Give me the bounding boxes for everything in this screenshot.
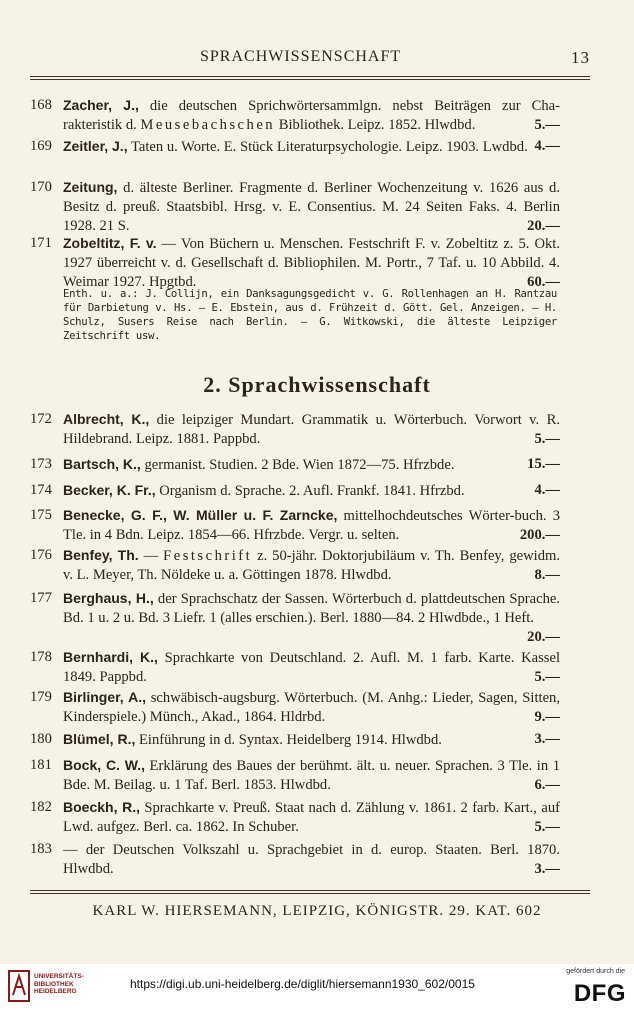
entry-price: 5.— [534,431,560,447]
entry-description: Einführung in d. Syntax. Heidelberg 1914. Hlwdbd. [135,732,442,748]
entry-price: 15.— [527,456,560,472]
dfg-logo: DFG [573,980,626,1007]
entry-text [63,455,560,475]
entry-number: 173 [30,456,52,472]
entry-text [63,506,560,545]
entry-description: mittelhochdeutsches Wörter-buch. 3 Tle. in 4 Bdn. Leipz. 1854—66. Hfrzbde. Vergr. u. selten. [63,508,560,543]
entry-text [63,96,560,135]
entry-description: Organism d. Sprache. 2. Aufl. Frankf. 1841. Hfrzbd. [155,483,465,499]
entry-author: Bock, C. W., [63,757,145,773]
entry-description: die deutschen Sprichwörtersammlgn. nebst Beiträgen zur Cha-rakteristik d. [63,98,561,133]
university-library-logo-icon [8,970,30,1002]
contents-note: Enth. u. a.: J. Collijn, ein Danksagungsgedicht v. G. Rollenhagen an H. Rantzau für Darbietung v. Hs. — E. Ebstein, aus d. Frühzeit d. Gött. Gel. Anzeigen. — H. Schulz, Susers Reise nach Berlin. — G. Witkowski, die älteste Leipziger Zeitschrift usw. [63,288,557,342]
entry-description: — der Deutschen Volkszahl u. Sprachgebiet in d. europ. Staaten. Berl. 1870. Hlwdbd. [63,842,560,877]
entry-author: Bartsch, K., [63,456,141,472]
entry-price: 8.— [534,567,560,583]
entry-text [63,688,560,727]
entry-price: 4.— [534,138,560,154]
entry-description: germanist. Studien. 2 Bde. Wien 1872—75. Hfrzbde. [140,457,455,473]
entry-author: Berghaus, H., [63,590,154,606]
entry-author: Zeitung, [63,179,118,195]
entry-number: 179 [30,689,52,705]
entry-price: 20.— [527,629,560,645]
library-logo-text [34,973,84,996]
entry-description: Erklärung des Baues der berühmt. ält. u. neuer. Sprachen. 3 Tle. in 1 Bde. M. Beilag. u. 1 Taf. Berl. 1853. Hlwdbd. [63,758,560,793]
entry-description: d. älteste Berliner. Fragmente d. Berliner Wochenzeitung v. 1626 aus d. Besitz d. preuß. Staatsbibl. Hrsg. v. E. Consentius. M. 24 Seiten Faks. 4. Berlin 1928. 21 S. [63,180,560,234]
entry-description: Sprachkarte v. Preuß. Staat nach d. Zählung v. 1861. 2 farb. Kart., auf Lwd. aufgez. Berl. ca. 1862. In Schuber. [63,800,560,835]
entry-text [63,410,560,449]
entry-author: Benecke, G. F., W. Müller u. F. Zarncke, [63,507,338,523]
entry-description: schwäbisch-augsburg. Wörterbuch. (M. Anhg.: Lieder, Sagen, Sitten, Kinderspiele.) Münch., Akad., 1864. Hldrbd. [63,690,560,725]
entry-description: — Von Büchern u. Menschen. Festschrift F. v. Zobeltitz z. 5. Okt. 1927 überreicht v. d. Gesellschaft d. Bibliophilen. M. Portr., 7 Taf. u. 10 Abbild. 4. Weimar 1927. Hpgtbd. [63,236,560,290]
entry-number: 174 [30,482,52,498]
entry-author: Blümel, R., [63,731,136,747]
entry-author: Zacher, J., [63,97,139,113]
entry-text [63,648,560,687]
entry-description-cont: Bibliothek. Leipz. 1852. Hlwdbd. [275,117,476,133]
page-number: 13 [571,48,590,67]
entry-author: Zobeltitz, F. v. [63,235,157,251]
entry-number: 180 [30,731,52,747]
entry-number: 181 [30,757,52,773]
entry-price: 3.— [534,861,560,877]
header-rule [30,76,590,80]
entry-author: Becker, K. Fr., [63,482,156,498]
entry-description: die leipziger Mundart. Grammatik u. Wörterbuch. Vorwort v. R. Hildebrand. Leipz. 1881. Pappbd. [63,412,560,447]
entry-number: 170 [30,179,52,195]
footer-imprint: KARL W. HIERSEMANN, LEIPZIG, KÖNIGSTR. 29. KAT. 602 [92,903,542,919]
entry-spaced-text: Meusebachschen [140,117,276,133]
entry-number: 172 [30,411,52,427]
entry-price: 200.— [519,527,560,543]
entry-text [63,234,560,292]
entry-author: Bernhardi, K., [63,649,158,665]
entry-number: 175 [30,507,52,523]
entry-text [63,178,560,236]
entry-description: — [138,548,164,564]
entry-text [63,798,560,837]
entry-price: 4.— [534,482,560,498]
entry-number: 169 [30,138,52,154]
entry-author: Benfey, Th. [63,547,139,563]
entry-price: 5.— [534,117,560,133]
entry-price: 9.— [534,709,560,725]
funded-by-label: gefördert durch die [566,968,625,975]
entry-price: 5.— [534,669,560,685]
entry-description: Sprachkarte von Deutschland. 2. Aufl. M. 1 farb. Karte. Kassel 1849. Pappbd. [63,650,560,685]
logo-line-3: HEIDELBERG [34,988,77,995]
entry-price: 6.— [534,777,560,793]
entry-number: 183 [30,841,52,857]
entry-number: 171 [30,235,52,251]
entry-text [63,481,560,501]
permalink-url[interactable]: https://digi.ub.uni-heidelberg.de/diglit/hiersemann1930_602/0015 [130,977,475,991]
entry-number: 182 [30,799,52,815]
entry-number: 176 [30,547,52,563]
entry-price: 3.— [534,731,560,747]
entry-description: der Sprachschatz der Sassen. Wörterbuch d. plattdeutschen Sprache. Bd. 1 u. 2 u. Bd. 3 Liefr. 1 (alles erschien.). Berl. 1880—84. 2 Hlwdbde., 1 Heft. [63,591,560,626]
entry-price: 5.— [534,819,560,835]
entry-text [63,730,560,750]
entry-price: 20.— [527,218,560,234]
running-head-title: SPRACHWISSENSCHAFT [200,48,402,65]
entry-text [63,756,560,795]
entry-author: Zeitler, J., [63,138,128,154]
entry-text [63,589,560,647]
entry-number: 168 [30,97,52,113]
running-head [30,48,590,72]
entry-number: 177 [30,590,52,606]
entry-description-cont: z. 50-jähr. Doktorjubiläum v. Th. Benfey, gewidm. v. L. Meyer, Th. Nöldeke u. a. Göttingen 1878. Hlwdbd. [63,548,561,583]
footer-rule [30,890,590,894]
entry-author: Boeckh, R., [63,799,140,815]
section-heading: 2. Sprachwissenschaft [203,372,431,397]
entry-text [63,137,560,157]
entry-spaced-text: Festschrift [163,548,253,564]
entry-author: Birlinger, A., [63,689,146,705]
entry-text [63,840,560,879]
entry-author: Albrecht, K., [63,411,150,427]
entry-number: 178 [30,649,52,665]
entry-text [63,546,560,585]
entry-price: 60.— [527,274,560,290]
logo-line-2: BIBLIOTHEK [34,980,74,988]
viewer-bottom-bar [0,964,634,1010]
entry-description: Taten u. Worte. E. Stück Literaturpsychologie. Leipz. 1903. Lwdbd. [127,139,528,155]
logo-line-1: UNIVERSITÄTS- [34,973,84,980]
